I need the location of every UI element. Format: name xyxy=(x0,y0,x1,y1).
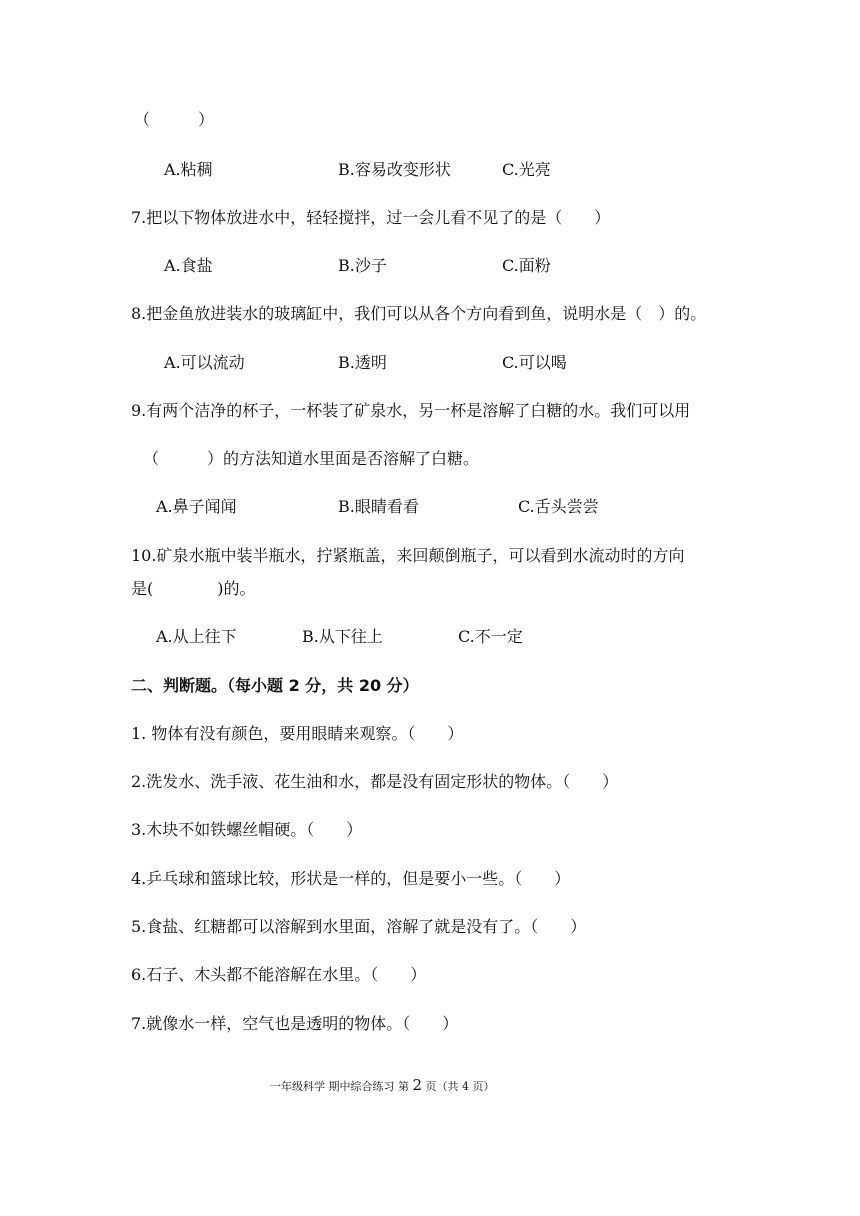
q9-option-c: C.舌头尝尝 xyxy=(518,497,599,516)
q10-option-b: B.从下往上 xyxy=(302,627,383,646)
q8-option-a: A.可以流动 xyxy=(164,353,245,372)
judgment-item-4: 4.乒乓球和篮球比较，形状是一样的，但是要小一些。（ ） xyxy=(131,869,571,888)
footer-page-number: 2 xyxy=(412,1076,423,1094)
question-10-line-2: 是( )的。 xyxy=(131,579,256,598)
q6-option-b: B.容易改变形状 xyxy=(338,160,451,179)
question-7: 7.把以下物体放进水中，轻轻搅拌，过一会儿看不见了的是（ ） xyxy=(131,208,611,227)
question-9-line-1: 9.有两个洁净的杯子，一杯装了矿泉水，另一杯是溶解了白糖的水。我们可以用 xyxy=(131,401,691,420)
judgment-item-7: 7.就像水一样，空气也是透明的物体。（ ） xyxy=(131,1014,459,1033)
judgment-item-5: 5.食盐、红糖都可以溶解到水里面，溶解了就是没有了。（ ） xyxy=(131,917,587,936)
judgment-item-3: 3.木块不如铁螺丝帽硬。（ ） xyxy=(131,820,363,839)
q8-option-b: B.透明 xyxy=(338,353,387,372)
judgment-item-2: 2.洗发水、洗手液、花生油和水，都是没有固定形状的物体。（ ） xyxy=(131,772,619,791)
question-8: 8.把金鱼放进装水的玻璃缸中，我们可以从各个方向看到鱼，说明水是（ ）的。 xyxy=(131,304,707,323)
footer-prefix: 一年级科学 期中综合练习 第 xyxy=(270,1080,413,1093)
q10-option-c: C.不一定 xyxy=(458,627,523,646)
q6-option-a: A.粘稠 xyxy=(164,160,213,179)
footer-suffix: 页（共 4 页） xyxy=(422,1080,495,1093)
section-2-title: 二、判断题。（每小题 2 分，共 20 分） xyxy=(131,676,419,695)
judgment-item-1: 1. 物体有没有颜色，要用眼睛来观察。（ ） xyxy=(131,724,464,743)
q6-blank: （ ） xyxy=(134,110,215,129)
judgment-item-6: 6.石子、木头都不能溶解在水里。（ ） xyxy=(131,965,427,984)
q10-option-a: A.从上往下 xyxy=(156,627,237,646)
q9-option-a: A.鼻子闻闻 xyxy=(156,497,237,516)
q9-option-b: B.眼睛看看 xyxy=(338,497,419,516)
q8-option-c: C.可以喝 xyxy=(502,353,567,372)
question-9-line-2: （ ）的方法知道水里面是否溶解了白糖。 xyxy=(143,449,480,468)
q7-option-b: B.沙子 xyxy=(338,256,387,275)
q6-option-c: C.光亮 xyxy=(502,160,551,179)
q7-option-a: A.食盐 xyxy=(164,256,213,275)
page-footer xyxy=(270,1076,495,1094)
q7-option-c: C.面粉 xyxy=(502,256,551,275)
question-10-line-1: 10.矿泉水瓶中装半瓶水，拧紧瓶盖，来回颠倒瓶子，可以看到水流动时的方向 xyxy=(131,546,685,565)
